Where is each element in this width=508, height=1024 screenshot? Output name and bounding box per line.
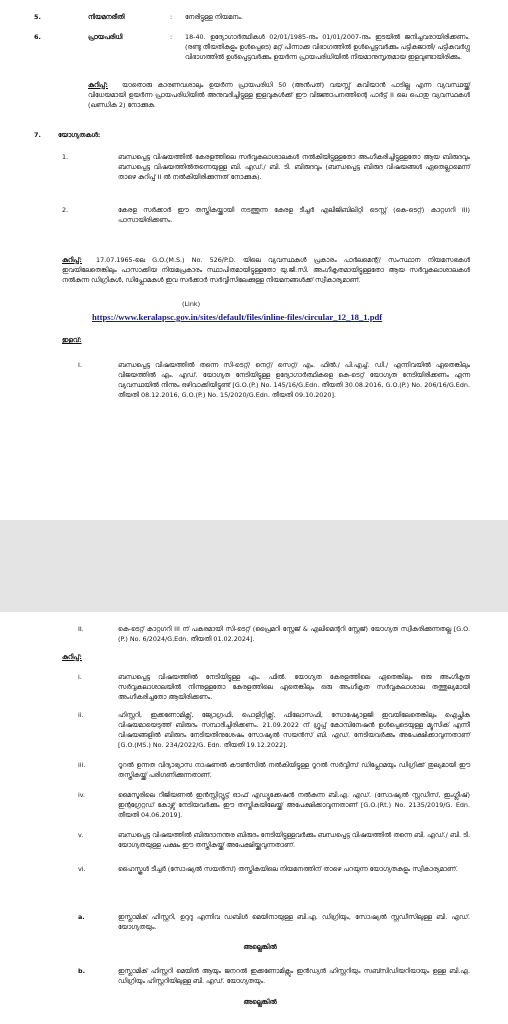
relaxation-2-text: കെ-ടെറ്റ് കാറ്റഗറി III ന് പകരമായി സി-ടെറ്റ് (പ്രൈമറി സ്റ്റേജ് & എലിമെന്ററി സ്റ്റേജ്) യോഗ്യത സ്വീകരിക്കുന്നതല്ല [G.O.(P.) No. 6/2024/G.Edn. തീയതി 01.02.2024].: [118, 625, 470, 643]
relaxation-2-number: II.: [78, 625, 84, 633]
note-2-label: കുറിപ്പ്:: [62, 256, 82, 264]
document-page-2: [0, 612, 508, 1024]
qualification-1-number: 1.: [62, 153, 69, 161]
relaxation-1-text: ബന്ധപ്പെട്ട വിഷയത്തിൽ തന്നെ സി-ടെറ്റ്/ നെറ്റ്/ സെറ്റ്/ എം. ഫിൽ./ പി.എച്ച്. ഡി./ എന്നിവയിൽ ഏതെങ്കിലും വിജയത്തിൽ എം. എഡ്. യോഗ്യത നേടിയിട്ടുള്ള ഉദ്യോഗാർത്ഥികളെ കെ-ടെറ്റ് യോഗ്യത നേടിയിരിക്കണം എന്ന വ്യവസ്ഥയിൽ നിന്നും ഒഴിവാക്കിയിട്ടുണ്ട് [G.O.(P.) No. 145/16/G.Edn. തീയതി 30.08.2016, G.O.(P.) No. 206/16/G.Edn. തീയതി 08.12.2016, G.O.(P.) No. 15/2020/G.Edn. തീയതി 09.10.2020].: [118, 361, 470, 399]
option-a-number: a.: [78, 913, 85, 921]
qualification-2-text: കേരള സർക്കാർ ഈ തസ്തികയ്ക്കായി നടത്തുന്ന കേരള ടീച്ചർ എലിജിബിലിറ്റി ടെസ്റ്റ് (കെ-ടെറ്റ്) കാറ്റഗറി III) പാസായിരിക്കണം.: [118, 206, 470, 224]
note-3-label: കുറിപ്പ്:: [62, 653, 82, 661]
relaxation-1-number: I.: [78, 361, 82, 369]
section-7-number: 7.: [34, 131, 41, 139]
note-3-item-1-number: i.: [78, 673, 82, 681]
note-3-item-2-number: ii.: [78, 711, 84, 719]
link-caption: (Link): [182, 300, 201, 308]
option-a-text: ഇസ്ലാമിക് ഹിസ്റ്ററി, ഉറുദു എന്നിവ ഡബിൾ മെയിനായുള്ള ബി.എ. ഡിഗ്രിയും, സോഷ്യൽ സ്റ്റഡീസിലുള്ള ബി. എഡ്. യോഗ്യതയും.: [118, 913, 470, 931]
note-2-text: 17.07.1965-ലെ G.O.(M.S.) No. 526/P.D. യിലെ വ്യവസ്ഥകൾ പ്രകാരം പാർലമെന്റ്/ സംസ്ഥാന നിയമസഭകൾ ഇവയിലേതെങ്കിലും പാസാക്കിയ നിയമപ്രകാരം സ്ഥാപിതമായിട്ടുള്ളതോ യു.ജി.സി. അംഗീകൃതമായിട്ടുള്ളതോ ആയ സർവ്വകലാശാലകൾ നൽകുന്ന ഡിഗ്രികൾ, ഡിപ്ലോമകൾ ഇവ സർക്കാർ സർവ്വീസിലേക്കുള്ള നിയമനങ്ങൾക്ക് സ്വീകാര്യമാണ്.: [62, 256, 470, 284]
or-separator-1: അല്ലെങ്കിൽ: [243, 943, 277, 951]
section-5-colon: :: [170, 13, 173, 21]
note-3-item-5-number: v.: [78, 831, 84, 839]
option-b-number: b.: [78, 967, 86, 975]
note-1-text: യാതൊരു കാരണവശാലും ഉയർന്ന പ്രായപരിധി 50 (അൻപത്) വയസ്സ് കവിയാൻ പാടില്ല എന്ന വ്യവസ്ഥയ്ക്ക് വിധേയമായി ഉയർന്ന പ്രായപരിധിയിൽ അനുവദിച്ചിട്ടുള്ള ഇളവുകൾക്ക് ഈ വിജ്ഞാപനത്തിന്റെ പാർട്ട് II ലെ പൊതു വ്യവസ്ഥകൾ (ഖണ്ഡിക 2) നോക്കുക.: [88, 81, 470, 109]
note-3-item-5-text: ബന്ധപ്പെട്ട വിഷയത്തിൽ ബിരുദാനന്തര ബിരുദം നേടിയിട്ടുള്ളവർക്കും ബന്ധപ്പെട്ട വിഷയത്തിൽ തന്നെ ബി. എഡ്./ ബി. ടി. യോഗ്യതയുള്ള പക്ഷം ഈ തസ്തികയ്ക്ക് അപേക്ഷിയ്ക്കുവുന്നതാണ്.: [118, 831, 470, 849]
note-3-item-2-text: ഹിസ്റ്ററി, ഇക്കണോമിക്സ്, ജ്യോഗ്രഫി, പൊളിറ്റിക്സ്, ഫിലോസഫി, സോഷ്യോളജി ഇവയിലേതെങ്കിലും ഐച്ഛിക വിഷയമായെടുത്ത് ബിരുദം സമ്പാദിച്ചിരിക്കണം. 21.09.2022 ന് ഗ്രൂപ്പ് കോമ്പിനേഷൻ ഉൾപ്പെടെയുള്ള മ്യൂസിക് എന്നീ വിഷയങ്ങളിൽ ബിരുദം നേടിയതിനുശേഷം സോഷ്യൽ സയൻസ് ബി. എഡ്. നേടിയവർക്കും അപേക്ഷിക്കാവുന്നതാണ് [G.O.(MS.) No. 234/2022/G. Edn. തീയതി 19.12.2022].: [118, 711, 470, 749]
qualification-2-number: 2.: [62, 206, 69, 214]
note-3-item-6-text: ഹൈസ്കൂൾ ടീച്ചർ (സോഷ്യൽ സയൻസ്) തസ്തികയിലെ നിയമനത്തിന് താഴെ പറയുന്ന യോഗ്യതകളും സ്വീകാര്യമാണ്.: [118, 865, 458, 873]
note-3-item-4-number: iv.: [78, 791, 86, 799]
section-7-label: യോഗ്യതകൾ:: [58, 131, 101, 139]
section-6-text: 18-40. ഉദ്യോഗാർത്ഥികൾ 02/01/1985-നും 01/01/2007-നും ഇടയിൽ ജനിച്ചവരായിരിക്കണം. (രണ്ടു തീയതികളും ഉൾപ്പെടെ) മറ്റ് പിന്നാക്ക വിഭാഗത്തിൽ ഉൾപ്പെട്ടവർക്കും പട്ടികജാതി/ പട്ടികവർഗ്ഗ വിഭാഗത്തിൽ ഉൾപ്പെട്ടവർക്കും ഉയർന്ന പ്രായപരിധിയിൽ നിയമാനുസൃതമായ ഇളവുണ്ടായിരിക്കും.: [185, 33, 470, 61]
relaxation-label: ഇളവ്:: [62, 336, 82, 344]
note-3-item-1-text: ബന്ധപ്പെട്ട വിഷയത്തിൽ നേടിയിട്ടുള്ള എം. ഫിൽ. യോഗ്യത കേരളത്തിലെ ഏതെങ്കിലും ഒരു അംഗീകൃത സർവ്വകലാശാലയിൽ നിന്നുള്ളതോ കേരളത്തിലെ ഏതെങ്കിലും ഒരു അംഗീകൃത സർവ്വകലാശാല തത്തുല്യമായി അംഗീകരിച്ചതോ ആയിരിക്കണം.: [118, 673, 470, 701]
or-separator-2: അല്ലെങ്കിൽ: [243, 998, 277, 1006]
note-3-item-3-number: iii.: [78, 761, 86, 769]
section-6-colon: :: [170, 33, 173, 41]
qualification-1-text: ബന്ധപ്പെട്ട വിഷയത്തിൽ കേരളത്തിലെ സർവ്വകലാശാലകൾ നൽകിയിട്ടുള്ളതോ അംഗീകരിച്ചിട്ടുള്ളതോ ആയ ബിരുദവും ബന്ധപ്പെട്ട വിഷയത്തിൽതന്നെയുള്ള ബി. എഡ്./ ബി. ടി. ബിരുദവും (ബന്ധപ്പെട്ട ബിരുദ വിഷയങ്ങൾ ഏതെല്ലാമെന്ന് താഴെ കുറിപ്പ് II ൽ നൽകിയിരിക്കുന്നത് നോക്കുക).: [118, 153, 470, 181]
section-6-number: 6.: [34, 33, 41, 41]
section-6-label: പ്രായപരിധി: [88, 33, 123, 41]
section-5-number: 5.: [34, 13, 41, 21]
note-1-label: കുറിപ്പ്:: [88, 81, 108, 89]
circular-link[interactable]: https://www.keralapsc.gov.in/sites/default/files/inline-files/circular_12_18_1.pdf: [92, 312, 383, 322]
option-b-text: ഇസ്ലാമിക് ഹിസ്റ്ററി മെയിൻ ആയും ജനറൽ ഇക്കണോമിക്സും ഇൻഡ്യൻ ഹിസ്റ്ററിയും സബ്സിഡിയറിയായും ഉള്ള ബി.എ. ഡിഗ്രിയും ഹിസ്റ്ററിയിലുള്ള ബി. എഡ്. യോഗ്യതയും.: [118, 967, 470, 985]
page-break: [0, 520, 508, 612]
note-3-item-6-number: vi.: [78, 865, 86, 873]
note-3-item-3-text: റൂറൽ ഉന്നത വിദ്യാഭ്യാസ നാഷണൽ കൗൺസിൽ നൽകിയിട്ടുള്ള റൂറൽ സർവ്വീസ് ഡിപ്ലോമയും ഡിഗ്രിക്ക് തുല്യമായി ഈ തസ്തികയ്ക്ക് പരിഗണിക്കുന്നതാണ്.: [118, 761, 470, 779]
section-5-label: നിയമനരീതി: [88, 13, 125, 21]
section-5-text: നേരിട്ടുള്ള നിയമനം.: [185, 13, 243, 21]
note-3-item-4-text: മൈസൂരിലെ റീജിയണൽ ഇൻസ്റ്റിറ്റ്യൂട്ട് ഓഫ് എഡ്യൂക്കേഷൻ നൽകുന്ന ബി.എ. എഡ്. (സോഷ്യൽ സ്റ്റഡീസ്, ഇംഗ്ലീഷ്) ഇന്റഗ്രേറ്റഡ് കോഴ്സ് നേടിയവർക്കും ഈ തസ്തികയിലേയ്ക്ക് അപേക്ഷിക്കാവുന്നതാണ് [G.O.(Rt.) No. 2135/2019/G. Edn. തീയതി 04.06.2019].: [118, 791, 470, 819]
